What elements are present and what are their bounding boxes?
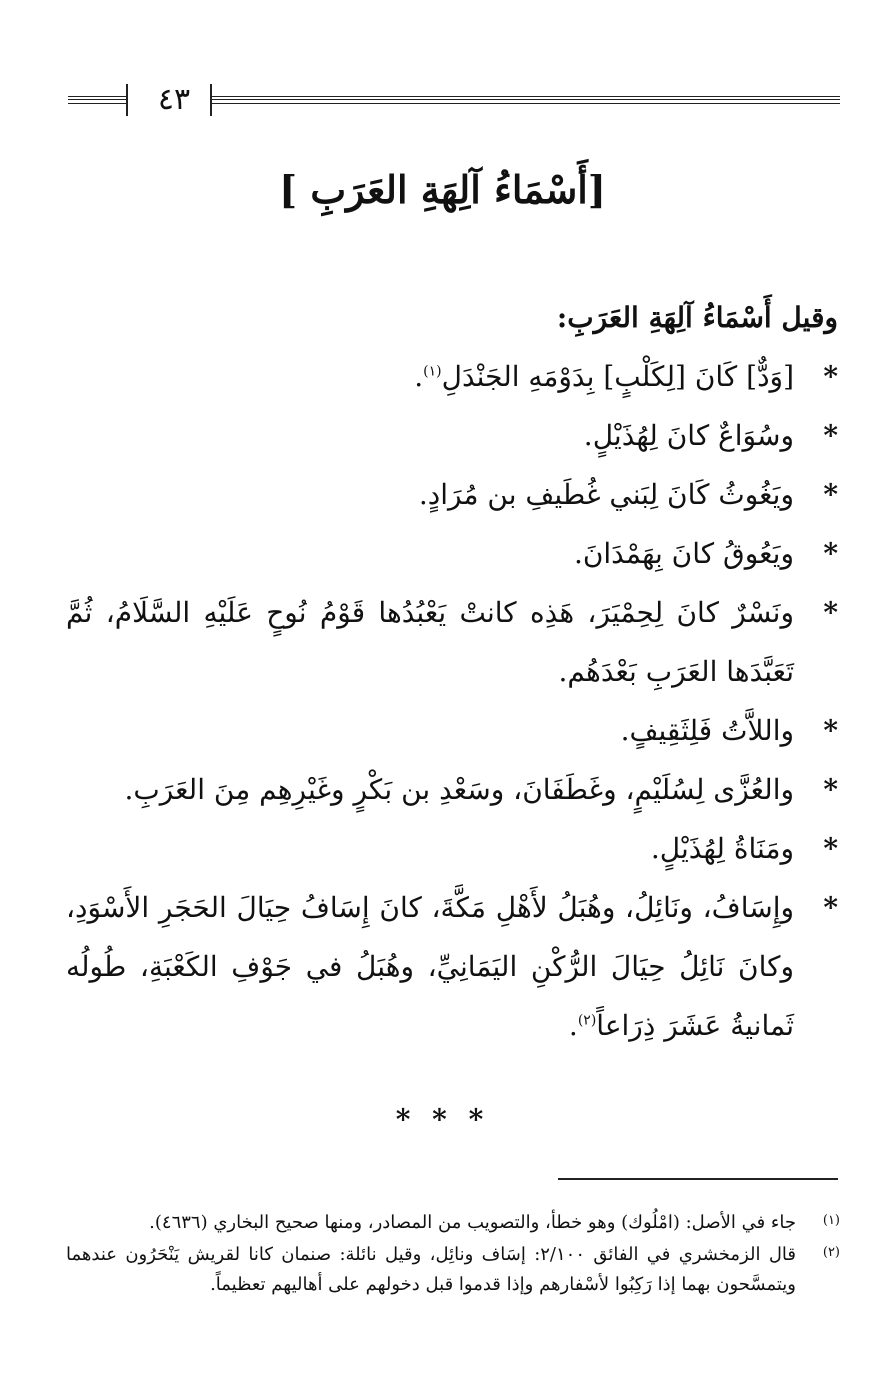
- list-item: [66, 878, 838, 1055]
- header-tick-right: [210, 84, 212, 116]
- bullet-star: *: [823, 773, 838, 806]
- list-item: [66, 701, 838, 760]
- header-tick-left: [126, 84, 128, 116]
- bullet-star: *: [823, 596, 838, 629]
- header-rule-right: [212, 96, 840, 104]
- list-item: [66, 465, 838, 524]
- bullet-star: *: [823, 419, 838, 452]
- item-text: [وَدٌّ] كَانَ [لِكَلْبٍ] بِدَوْمَهِ الجَنْدَلِ: [441, 360, 794, 393]
- footnote-text: جاء في الأصل: (امْلُوك) وهو خطأ، والتصويب من المصادر، ومنها صحيح البخاري (٤٦٣٦).: [149, 1212, 796, 1233]
- list-item: [66, 524, 838, 583]
- footnote-ref[interactable]: (٢): [577, 1012, 597, 1029]
- bullet-star: *: [823, 360, 838, 393]
- section-divider: * * *: [395, 1103, 490, 1136]
- footnote-text: قال الزمخشري في الفائق ٢/١٠٠: إسَاف ونائِل، وقيل نائلة: صنمان كانا لقريش يَنْحَرُون عندهما ويتمسَّحون بهما إذا رَكِبُوا لأسْفارهم وإذا قدموا قبل دخولهم على أهاليهم تعظيماً.: [66, 1244, 796, 1295]
- footnote-ref[interactable]: (١): [423, 363, 442, 380]
- page-number: ٤٣: [157, 82, 191, 117]
- item-text: والعُزَّى لِسُلَيْمٍ، وغَطَفَانَ، وسَعْدِ بن بَكْرٍ وغَيْرِهِم مِنَ العَرَبِ.: [124, 773, 794, 806]
- item-text: ونَسْرٌ كانَ لِحِمْيَرَ، هَذِه كانتْ يَعْبُدُها قَوْمُ نُوحٍ عَلَيْهِ السَّلَامُ، ثُمَّ تَعَبَّدَها العَرَبِ بَعْدَهُم.: [66, 596, 794, 688]
- bullet-star: *: [823, 832, 838, 865]
- item-text: ويَعُوقُ كانَ بِهَمْدَانَ.: [573, 537, 794, 570]
- item-text: وإِسَافُ، ونَائِلُ، وهُبَلُ لأَهْلِ مَكَّةَ، كانَ إِسَافُ حِيَالَ الحَجَرِ الأَسْوَدِ، وكانَ نَائِلُ حِيَالَ الرُّكْنِ اليَمَانِيِّ، وهُبَلُ في جَوْفِ الكَعْبَةِ، طُولُه ثَمانيةُ عَشَرَ ذِرَاعاً: [66, 891, 794, 1042]
- list-item: [66, 583, 838, 701]
- main-text: [66, 288, 838, 1055]
- list-item: [66, 406, 838, 465]
- bullet-star: *: [823, 891, 838, 924]
- footnote-number: (٢): [822, 1245, 840, 1260]
- bullet-star: *: [823, 714, 838, 747]
- footnote-rule: [558, 1178, 838, 1180]
- deity-list: [66, 347, 838, 1055]
- footnotes: [66, 1208, 840, 1302]
- chapter-title: [أَسْمَاءُ آلِهَةِ العَرَبِ ]: [279, 167, 606, 212]
- list-item: [66, 760, 838, 819]
- item-text: ويَغُوثُ كَانَ لِبَني غُطَيفِ بن مُرَادٍ.: [418, 478, 794, 511]
- footnote: [66, 1240, 840, 1300]
- list-item: [66, 347, 838, 406]
- item-suffix: .: [414, 360, 424, 393]
- item-text: وسُوَاعٌ كانَ لِهُذَيْلٍ.: [583, 419, 794, 452]
- item-text: واللاَّتُ فَلِثَقِيفٍ.: [620, 714, 794, 747]
- footnote: [66, 1208, 840, 1238]
- page-header: [68, 80, 840, 122]
- item-suffix: .: [568, 1009, 578, 1042]
- footnote-number: (١): [822, 1213, 840, 1228]
- header-rule-left: [68, 96, 126, 104]
- intro-line: وقيل أَسْمَاءُ آلِهَةِ العَرَبِ:: [556, 301, 838, 334]
- bullet-star: *: [823, 537, 838, 570]
- list-item: [66, 819, 838, 878]
- item-text: ومَنَاةُ لِهُذَيْلٍ.: [650, 832, 794, 865]
- bullet-star: *: [823, 478, 838, 511]
